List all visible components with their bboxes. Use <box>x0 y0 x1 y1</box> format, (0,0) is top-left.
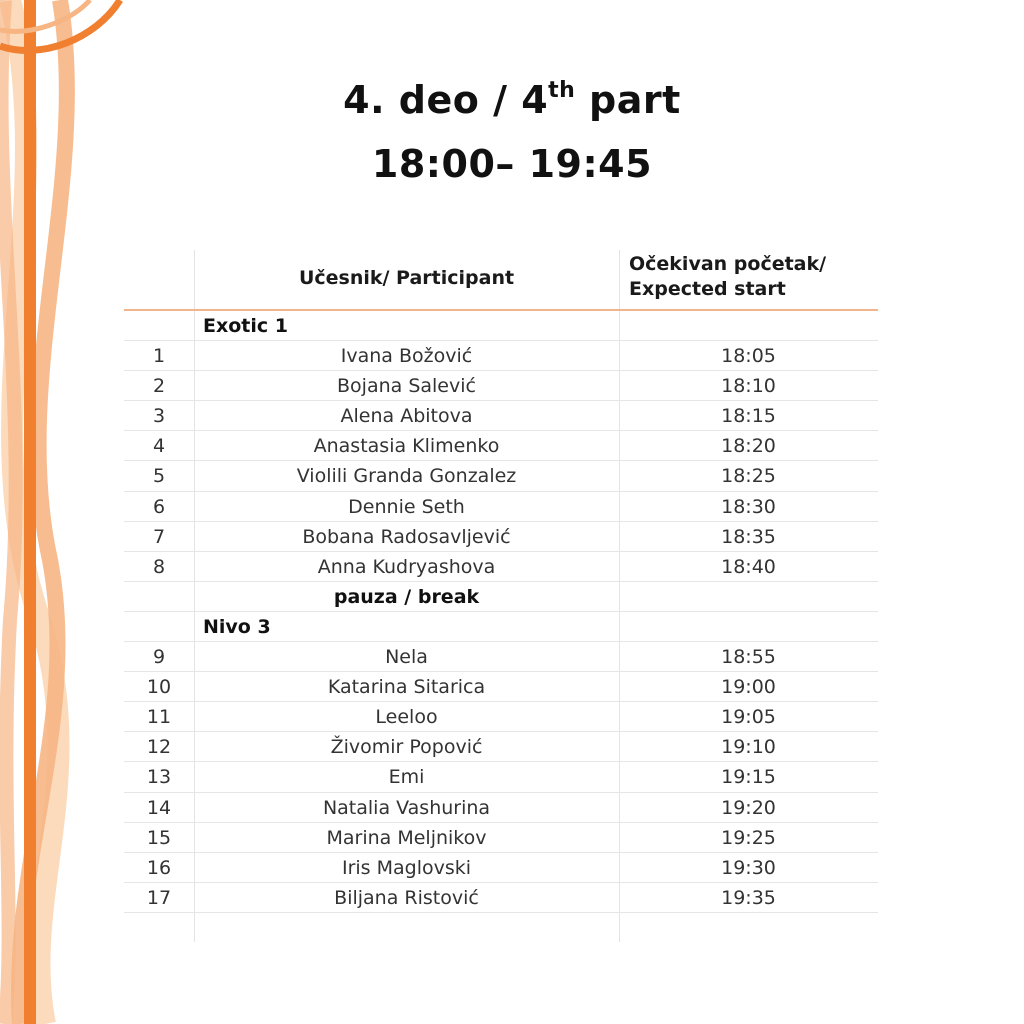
participant-name: Bojana Salević <box>337 375 476 398</box>
table-row <box>124 371 878 401</box>
start-time: 19:15 <box>721 766 776 789</box>
start-time: 18:10 <box>721 375 776 398</box>
participant-name: Alena Abitova <box>340 405 473 428</box>
start-time: 18:25 <box>721 465 776 488</box>
participant-name: Natalia Vashurina <box>322 796 491 819</box>
row-number: 4 <box>152 435 166 458</box>
start-time: 18:05 <box>721 345 776 368</box>
table-row <box>124 552 878 582</box>
title-superscript: th <box>548 78 576 103</box>
break-row <box>124 582 878 612</box>
table-row <box>124 672 878 702</box>
table-row <box>124 522 878 552</box>
table-row <box>124 793 878 823</box>
section-title: Exotic 1 <box>203 315 288 337</box>
start-time: 18:55 <box>721 646 776 669</box>
table-row <box>124 853 878 883</box>
start-time: 19:35 <box>721 886 776 909</box>
table-row <box>124 492 878 522</box>
table-row <box>124 732 878 762</box>
start-time: 19:05 <box>721 706 776 729</box>
start-time: 18:30 <box>721 495 776 518</box>
participant-name: Bobana Radosavljević <box>302 525 511 548</box>
row-number: 10 <box>146 676 172 699</box>
start-time: 19:20 <box>721 796 776 819</box>
participant-name: Leeloo <box>375 706 438 729</box>
start-time: 19:30 <box>721 856 776 879</box>
participant-name: Violili Granda Gonzalez <box>296 465 517 488</box>
table-row <box>124 401 878 431</box>
start-time: 19:00 <box>721 676 776 699</box>
schedule-table <box>124 250 878 942</box>
row-number: 14 <box>146 796 172 819</box>
section-title: Nivo 3 <box>203 615 271 638</box>
start-time: 19:10 <box>721 736 776 759</box>
row-number: 13 <box>146 766 172 789</box>
participant-name: Dennie Seth <box>348 495 465 518</box>
header-expected-start <box>629 252 826 302</box>
row-number: 17 <box>146 886 172 909</box>
row-number: 16 <box>146 856 172 879</box>
table-row <box>124 341 878 371</box>
time-range: 18:00– 19:45 <box>371 142 653 186</box>
participant-name: Emi <box>388 766 425 789</box>
row-number: 9 <box>152 646 166 669</box>
start-time: 18:15 <box>721 405 776 428</box>
header-participant: Učesnik/ Participant <box>298 267 515 289</box>
table-header <box>124 250 878 310</box>
section-row <box>124 612 878 642</box>
table-body <box>124 311 878 913</box>
participant-name: Anastasia Klimenko <box>313 435 500 458</box>
row-number: 5 <box>152 465 166 488</box>
row-number: 15 <box>146 826 172 849</box>
row-number: 12 <box>146 736 172 759</box>
table-row <box>124 762 878 792</box>
table-row <box>124 461 878 491</box>
header-start-line2: Expected start <box>629 278 786 300</box>
start-time: 19:25 <box>721 826 776 849</box>
row-number: 8 <box>152 555 166 578</box>
row-number: 6 <box>152 495 166 518</box>
participant-name: Nela <box>385 646 428 669</box>
header-start-line1: Očekivan početak/ <box>629 253 827 275</box>
start-time: 18:35 <box>721 525 776 548</box>
row-number: 1 <box>152 345 166 368</box>
participant-name: Anna Kudryashova <box>317 555 496 578</box>
participant-name: Marina Meljnikov <box>326 826 487 849</box>
table-row <box>124 702 878 732</box>
row-number: 7 <box>152 525 166 548</box>
row-number: 3 <box>152 405 166 428</box>
participant-name: Iris Maglovski <box>341 856 472 879</box>
table-row <box>124 883 878 913</box>
start-time: 18:20 <box>721 435 776 458</box>
table-row <box>124 431 878 461</box>
table-row <box>124 642 878 672</box>
title-prefix: 4. deo / 4 <box>343 78 549 122</box>
row-number: 2 <box>152 375 166 398</box>
row-number: 11 <box>146 706 172 729</box>
start-time: 18:40 <box>721 555 776 578</box>
table-row <box>124 823 878 853</box>
participant-name: Živomir Popović <box>330 736 483 759</box>
participant-name: Katarina Sitarica <box>327 676 486 699</box>
page-title <box>0 78 1024 122</box>
title-suffix: part <box>575 78 681 122</box>
break-label: pauza / break <box>333 585 480 608</box>
section-row <box>124 311 878 341</box>
participant-name: Biljana Ristović <box>334 886 479 909</box>
participant-name: Ivana Božović <box>340 345 473 368</box>
